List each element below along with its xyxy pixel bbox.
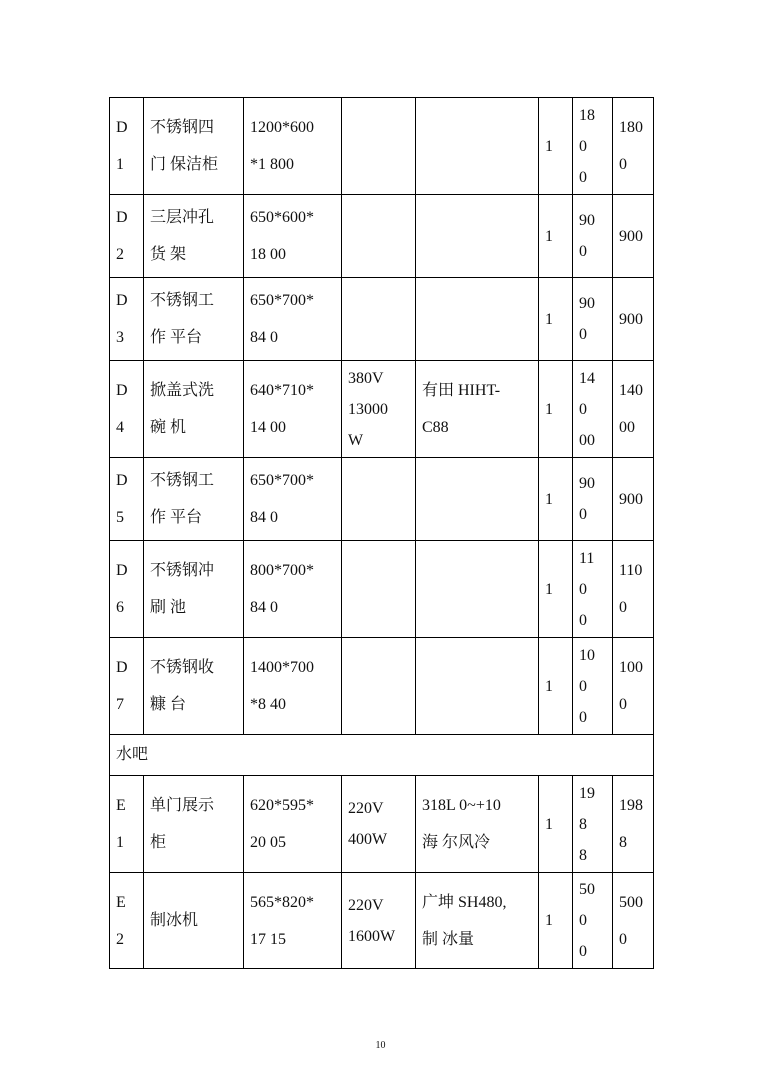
item-size: 1200*600 *1 800 (244, 98, 342, 195)
item-brand (416, 638, 539, 735)
item-name: 不锈钢收 糠 台 (144, 638, 244, 735)
item-power (342, 98, 416, 195)
item-code: D 6 (110, 541, 144, 638)
item-power: 220V 1600W (342, 873, 416, 969)
table-row (110, 361, 654, 458)
item-brand: 广坤 SH480, 制 冰量 (416, 873, 539, 969)
item-unit-price: 19 8 8 (573, 776, 613, 873)
item-code: D 4 (110, 361, 144, 458)
page-number: 10 (375, 1040, 386, 1051)
item-size: 565*820* 17 15 (244, 873, 342, 969)
section-row (110, 735, 654, 776)
item-name: 不锈钢工 作 平台 (144, 458, 244, 541)
item-code: E 2 (110, 873, 144, 969)
table-row (110, 776, 654, 873)
item-code: E 1 (110, 776, 144, 873)
item-power (342, 638, 416, 735)
table-row (110, 98, 654, 195)
item-name: 单门展示 柜 (144, 776, 244, 873)
table-row (110, 873, 654, 969)
item-total: 110 0 (613, 541, 654, 638)
item-size: 1400*700 *8 40 (244, 638, 342, 735)
item-power (342, 458, 416, 541)
item-brand (416, 278, 539, 361)
item-brand (416, 458, 539, 541)
item-quantity: 1 (539, 541, 573, 638)
equipment-table (109, 97, 654, 969)
item-power (342, 278, 416, 361)
table-row (110, 278, 654, 361)
item-code: D 2 (110, 195, 144, 278)
item-quantity: 1 (539, 195, 573, 278)
item-brand: 有田 HIHT- C88 (416, 361, 539, 458)
item-code: D 3 (110, 278, 144, 361)
item-total: 900 (613, 195, 654, 278)
item-total: 100 0 (613, 638, 654, 735)
item-unit-price: 90 0 (573, 458, 613, 541)
item-name: 制冰机 (144, 873, 244, 969)
item-quantity: 1 (539, 98, 573, 195)
section-title: 水吧 (110, 735, 654, 776)
item-unit-price: 90 0 (573, 195, 613, 278)
item-brand (416, 195, 539, 278)
item-unit-price: 90 0 (573, 278, 613, 361)
item-total: 900 (613, 458, 654, 541)
item-total: 180 0 (613, 98, 654, 195)
item-size: 800*700* 84 0 (244, 541, 342, 638)
item-name: 不锈钢冲 刷 池 (144, 541, 244, 638)
item-power (342, 541, 416, 638)
item-total: 900 (613, 278, 654, 361)
table-row (110, 638, 654, 735)
item-total: 140 00 (613, 361, 654, 458)
item-brand (416, 541, 539, 638)
item-total: 198 8 (613, 776, 654, 873)
item-name: 掀盖式洗 碗 机 (144, 361, 244, 458)
item-brand: 318L 0~+10 海 尔风冷 (416, 776, 539, 873)
item-code: D 7 (110, 638, 144, 735)
item-power: 220V 400W (342, 776, 416, 873)
table-row (110, 458, 654, 541)
item-brand (416, 98, 539, 195)
item-unit-price: 14 0 00 (573, 361, 613, 458)
item-quantity: 1 (539, 278, 573, 361)
item-power (342, 195, 416, 278)
item-quantity: 1 (539, 776, 573, 873)
item-size: 650*700* 84 0 (244, 278, 342, 361)
table-row (110, 195, 654, 278)
item-quantity: 1 (539, 361, 573, 458)
item-quantity: 1 (539, 638, 573, 735)
item-quantity: 1 (539, 458, 573, 541)
item-code: D 5 (110, 458, 144, 541)
item-total: 500 0 (613, 873, 654, 969)
item-power: 380V 13000 W (342, 361, 416, 458)
item-name: 不锈钢四 门 保洁柜 (144, 98, 244, 195)
item-quantity: 1 (539, 873, 573, 969)
item-name: 不锈钢工 作 平台 (144, 278, 244, 361)
item-unit-price: 11 0 0 (573, 541, 613, 638)
item-size: 650*600* 18 00 (244, 195, 342, 278)
item-name: 三层冲孔 货 架 (144, 195, 244, 278)
item-code: D 1 (110, 98, 144, 195)
item-size: 650*700* 84 0 (244, 458, 342, 541)
item-unit-price: 18 0 0 (573, 98, 613, 195)
item-unit-price: 50 0 0 (573, 873, 613, 969)
item-size: 620*595* 20 05 (244, 776, 342, 873)
table-row (110, 541, 654, 638)
item-unit-price: 10 0 0 (573, 638, 613, 735)
item-size: 640*710* 14 00 (244, 361, 342, 458)
